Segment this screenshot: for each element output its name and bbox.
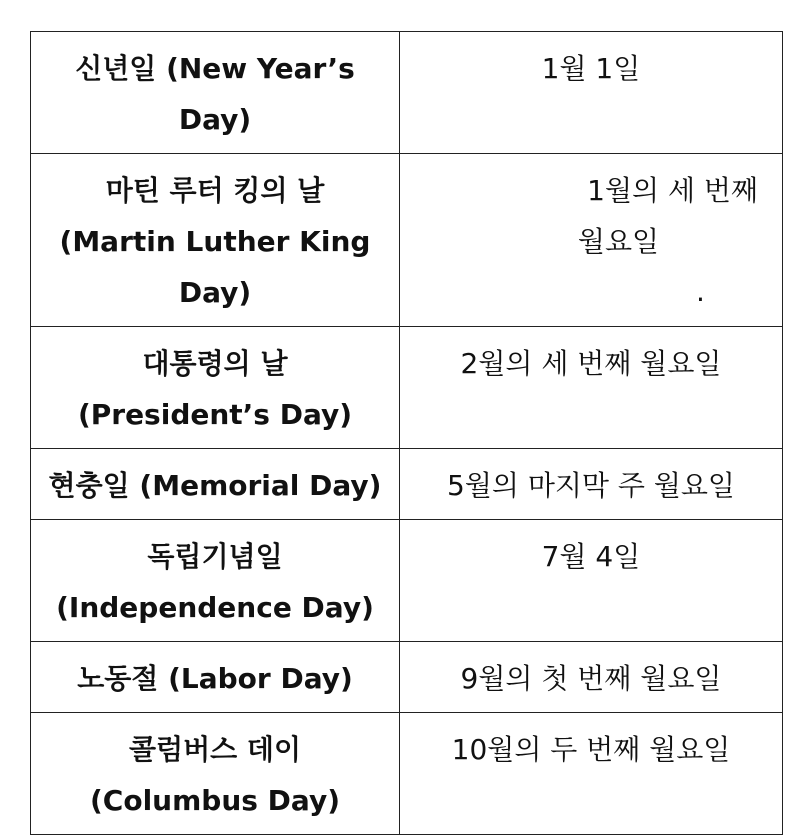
- table-row: [31, 32, 783, 154]
- table-row: [31, 642, 783, 713]
- holiday-date-line1: 1월의 세 번째: [587, 174, 758, 207]
- holiday-name: 대통령의 날 (President’s Day): [31, 327, 400, 449]
- holiday-name: 노동절 (Labor Day): [31, 642, 400, 713]
- holiday-name: 독립기념일 (Independence Day): [31, 520, 400, 642]
- table-row: [31, 327, 783, 449]
- holiday-date: 10월의 두 번째 월요일: [400, 713, 783, 835]
- holiday-date: 2월의 세 번째 월요일: [400, 327, 783, 449]
- holiday-date: 5월의 마지막 주 월요일: [400, 449, 783, 520]
- table-row: [31, 449, 783, 520]
- holiday-date: 7월 4일: [400, 520, 783, 642]
- holiday-date: [400, 154, 783, 327]
- holiday-table: [30, 31, 783, 835]
- table-row: [31, 713, 783, 835]
- holiday-date: 9월의 첫 번째 월요일: [400, 642, 783, 713]
- holiday-name: 콜럼버스 데이 (Columbus Day): [31, 713, 400, 835]
- holiday-name: 마틴 루터 킹의 날 (Martin Luther King Day): [31, 154, 400, 327]
- holiday-name: 신년일 (New Year’s Day): [31, 32, 400, 154]
- table-row: [31, 520, 783, 642]
- holiday-date: 1월 1일: [400, 32, 783, 154]
- holiday-date-dot: .: [696, 275, 705, 308]
- holiday-name: 현충일 (Memorial Day): [31, 449, 400, 520]
- table-row: [31, 154, 783, 327]
- holiday-table-container: [30, 31, 782, 835]
- holiday-date-line2: 월요일: [577, 225, 660, 258]
